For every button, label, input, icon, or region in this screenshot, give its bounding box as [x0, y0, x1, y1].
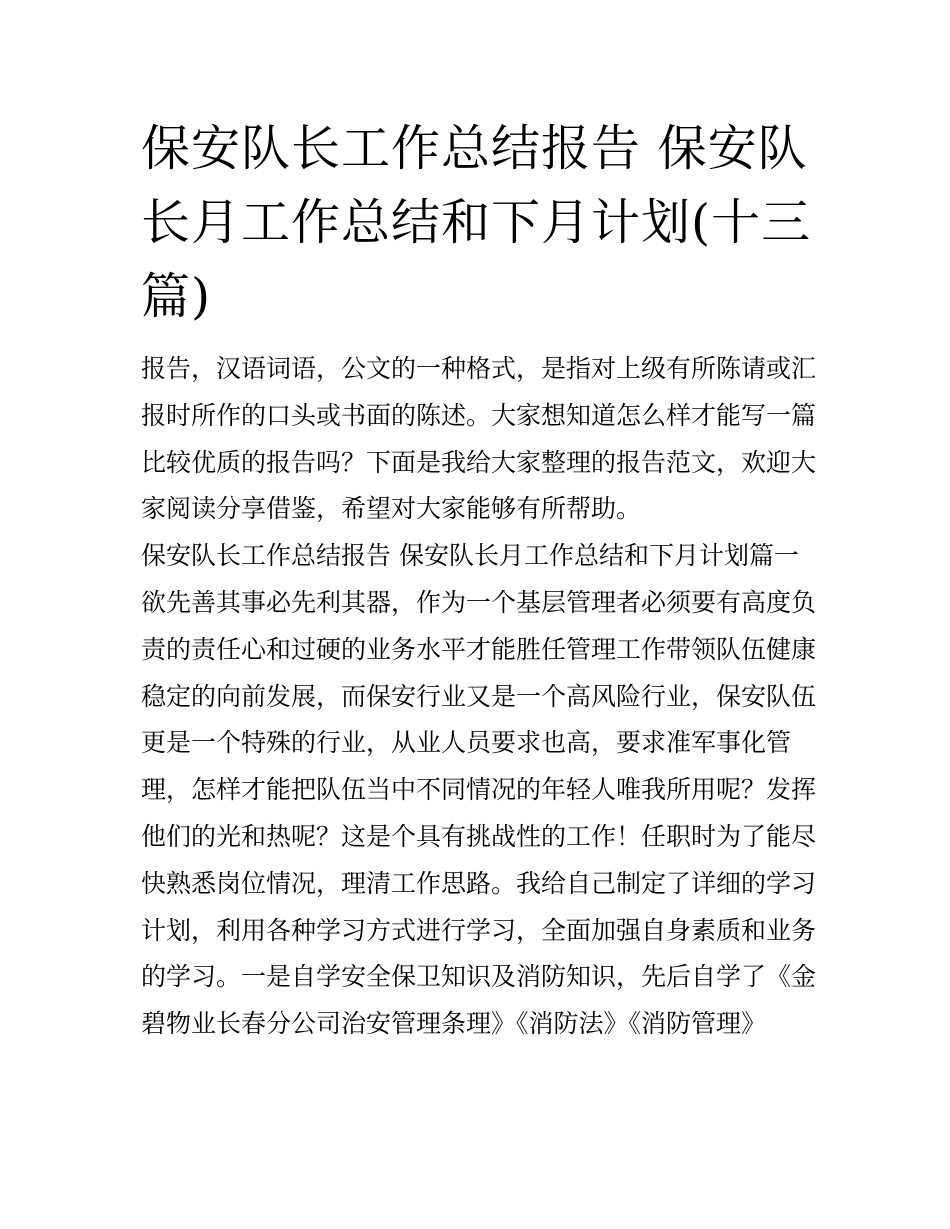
document-body: [141, 346, 817, 1048]
body-line: 的学习。一是自学安全保卫知识及消防知识，先后自学了《金: [141, 962, 817, 992]
intro-line: 家阅读分享借鉴，希望对大家能够有所帮助。: [141, 494, 642, 524]
intro-line: 报告，汉语词语，公文的一种格式，是指对上级有所陈请或汇: [141, 354, 817, 383]
document-title: 保安队长工作总结报告 保安队长月工作总结和下月计划(十三篇): [141, 120, 812, 325]
body-line: 计划，利用各种学习方式进行学习，全面加强自身素质和业务: [141, 915, 817, 945]
section-heading: [141, 533, 813, 580]
body-paragraph: [141, 580, 817, 1048]
body-line: 理，怎样才能把队伍当中不同情况的年轻人唯我所用呢？发挥: [141, 775, 817, 805]
body-line: 他们的光和热呢？这是个具有挑战性的工作！任职时为了能尽: [141, 821, 817, 851]
body-line: 快熟悉岗位情况，理清工作思路。我给自己制定了详细的学习: [141, 868, 817, 898]
intro-line: 报时所作的口头或书面的陈述。大家想知道怎么样才能写一篇: [141, 400, 817, 430]
body-line: 责的责任心和过硬的业务水平才能胜任管理工作带领队伍健康: [141, 634, 817, 664]
intro-paragraph: [141, 346, 817, 533]
document-page: [141, 112, 817, 1048]
body-line: 碧物业长春分公司治安管理条理》《消防法》《消防管理》: [141, 1009, 767, 1039]
body-line: 更是一个特殊的行业，从业人员要求也高，要求准军事化管: [141, 728, 792, 758]
body-line: 稳定的向前发展，而保安行业又是一个高风险行业，保安队伍: [141, 681, 817, 711]
intro-line: 比较优质的报告吗？下面是我给大家整理的报告范文，欢迎大: [141, 447, 817, 477]
section-heading-text: 保安队长工作总结报告 保安队长月工作总结和下月计划篇一: [141, 541, 799, 571]
body-line: 欲先善其事必先利其器，作为一个基层管理者必须要有高度负: [141, 587, 817, 617]
